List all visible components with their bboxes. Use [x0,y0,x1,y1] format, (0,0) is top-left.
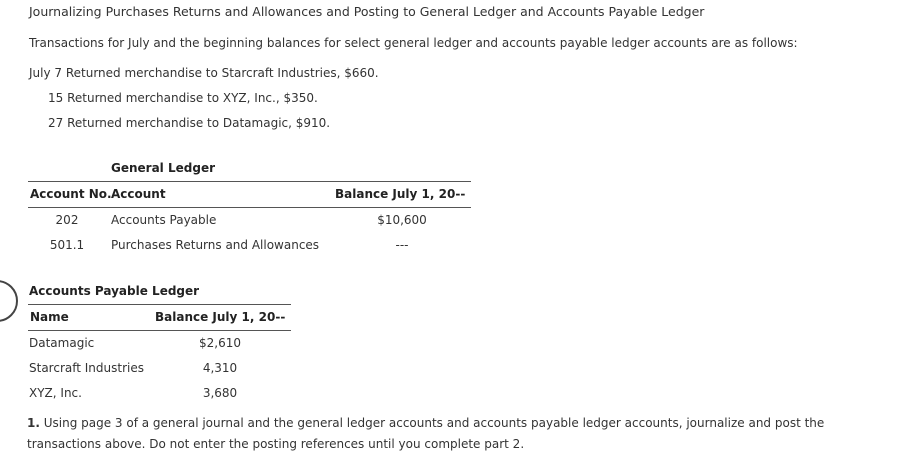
transaction-line: July 7 Returned merchandise to Starcraft Industries, $660. [29,66,379,80]
ap-balance: 3,680 [202,386,238,400]
gl-account-no: 501.1 [49,238,85,252]
gl-account-no: 202 [55,213,79,227]
table-rule [28,181,471,182]
gl-balance: $10,600 [377,213,427,227]
table-rule [28,207,471,208]
instruction-body: Using page 3 of a general journal and the general ledger accounts and accounts payable ledger accounts, journalize and post the transactions above. Do not enter the posting references until you complete part 2. [27,416,825,451]
ap-balance: 4,310 [202,361,238,375]
ap-name: XYZ, Inc. [29,386,82,400]
col-balance: Balance July 1, 20-- [335,187,466,201]
circle-marker-icon [0,280,18,322]
intro-text: Transactions for July and the beginning balances for select general ledger and accounts payable ledger accounts are as follows: [29,36,798,50]
col-account-no: Account No. [30,187,112,201]
gl-account-name: Accounts Payable [111,213,217,227]
transaction-line: 15 Returned merchandise to XYZ, Inc., $350. [48,91,318,105]
table-rule [28,330,291,331]
col-name: Name [30,310,69,324]
general-ledger-heading: General Ledger [111,161,215,175]
transaction-line: 27 Returned merchandise to Datamagic, $910. [48,116,331,130]
gl-balance: --- [395,238,409,252]
instruction-number: 1. [27,416,40,430]
ap-ledger-heading: Accounts Payable Ledger [29,284,200,298]
gl-account-name: Purchases Returns and Allowances [111,238,320,252]
ap-name: Starcraft Industries [29,361,144,375]
ap-balance: $2,610 [199,336,241,350]
col-balance: Balance July 1, 20-- [155,310,286,324]
ap-name: Datamagic [29,336,95,350]
instruction-text [27,413,887,455]
table-rule [28,304,291,305]
col-account: Account [111,187,166,201]
page-title: Journalizing Purchases Returns and Allowances and Posting to General Ledger and Accounts Payable Ledger [29,4,705,19]
